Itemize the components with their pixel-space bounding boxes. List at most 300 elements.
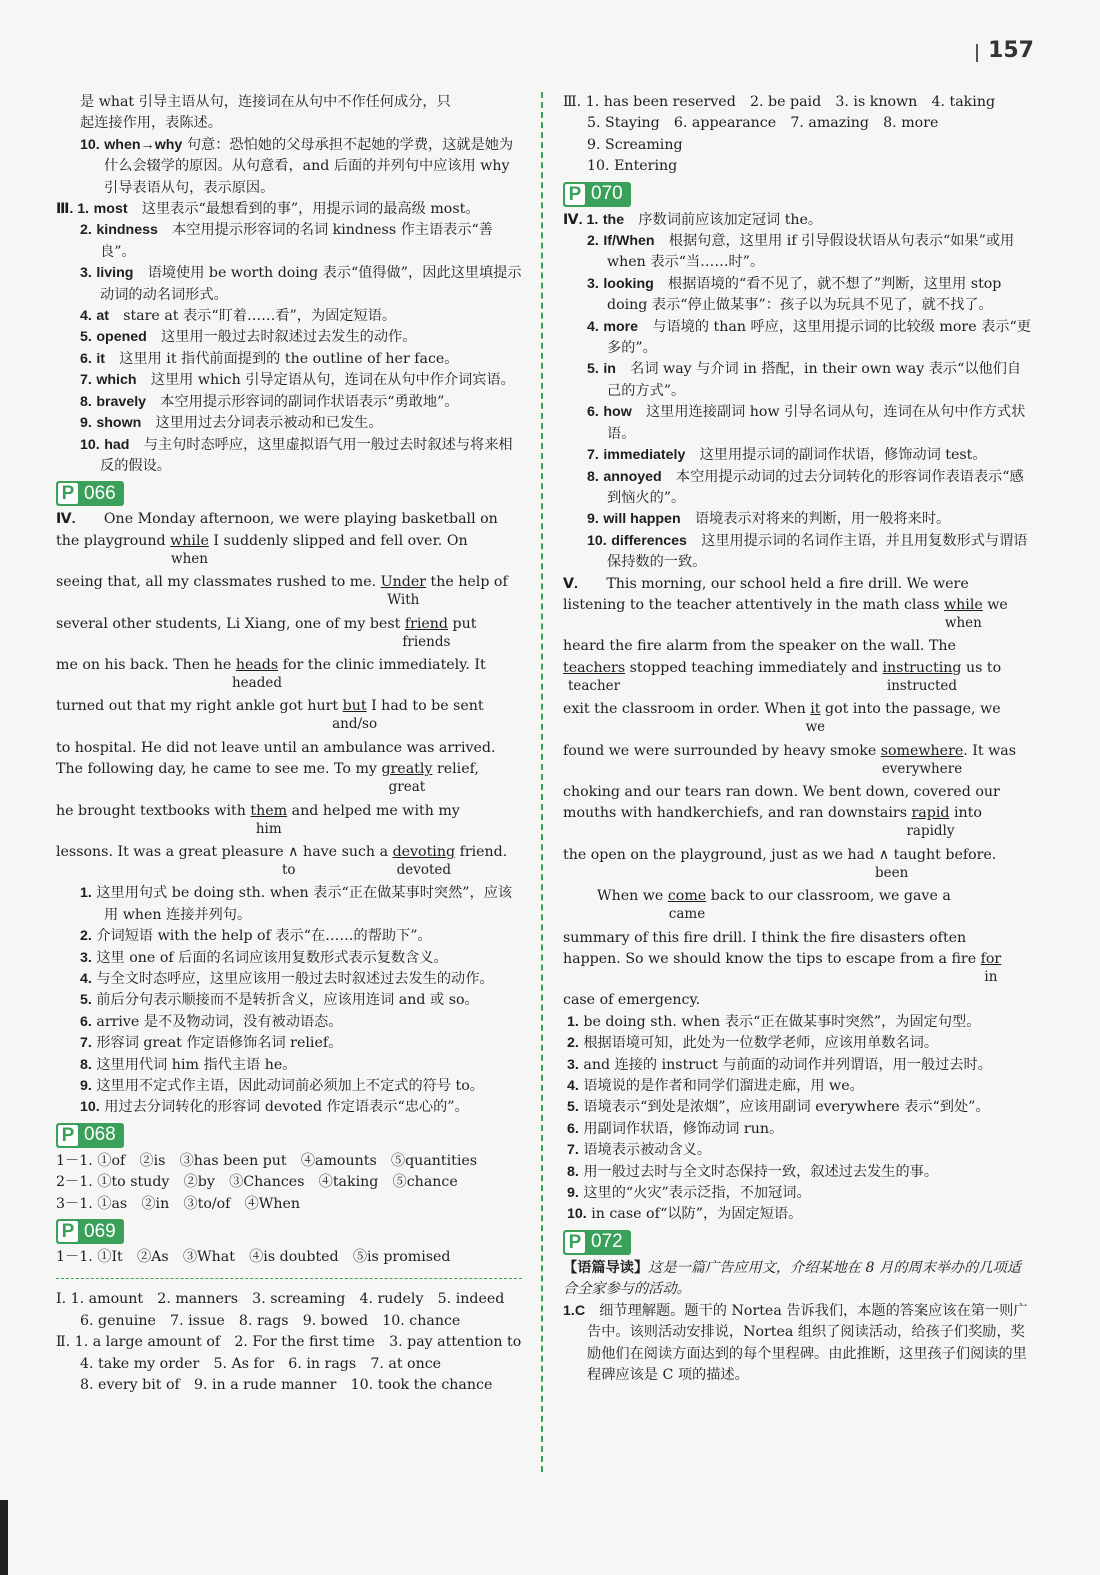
num: 2. xyxy=(80,222,92,239)
text: arrive 是不及物动词，没有被动语态。 xyxy=(96,1013,343,1030)
section-label: Ⅳ. xyxy=(56,511,76,528)
text: he brought textbooks with xyxy=(56,802,246,819)
corrected-word: when xyxy=(944,614,982,631)
section-divider xyxy=(56,1278,522,1279)
num: 7. xyxy=(567,1142,579,1159)
key: had xyxy=(104,436,130,453)
item-key: when→why xyxy=(104,136,183,153)
note xyxy=(563,1055,1035,1076)
sec3-item-3 xyxy=(56,263,522,306)
text: us to xyxy=(965,659,1002,676)
original-word: devoting xyxy=(392,843,456,860)
original-word: friend xyxy=(404,615,449,632)
essay-line xyxy=(563,928,1035,949)
sec3-item-7 xyxy=(56,370,522,391)
page-badge-066 xyxy=(56,481,124,506)
num: 6. xyxy=(567,1120,579,1137)
essay-line xyxy=(563,990,1035,1011)
text: we xyxy=(987,596,1008,613)
num: 9. xyxy=(80,415,92,432)
text: for the clinic immediately. It xyxy=(282,656,486,673)
page-number: 157 xyxy=(988,38,1034,63)
p-icon: P xyxy=(58,1125,78,1146)
num: 7. xyxy=(80,372,92,389)
num: 3. xyxy=(587,275,599,292)
correction xyxy=(402,614,451,650)
corrected-word: great xyxy=(388,779,426,796)
text: 语境说的是作者和同学们溜进走廊，用 we。 xyxy=(583,1078,864,1095)
question-answer: C xyxy=(574,1302,586,1319)
badge-number: 070 xyxy=(591,183,623,205)
sec3-item-10 xyxy=(56,435,522,478)
text: heard the fire alarm from the speaker on the wall. The xyxy=(563,638,956,655)
key: living xyxy=(96,265,134,282)
answers-069: 1－1. ①It ②As ③What ④is doubted ⑤is promised xyxy=(56,1249,451,1266)
sec4-item-6 xyxy=(563,402,1035,445)
text: 介词短语 with the help of 表示“在……的帮助下”。 xyxy=(96,928,432,945)
text: 与主句时态呼应，这里虚拟语气用一般过去时叙述与将来相反的假设。 xyxy=(100,436,513,474)
note xyxy=(56,883,522,926)
item-num: 10. xyxy=(80,136,100,153)
inserted-word: been xyxy=(875,864,909,881)
sec3-item-5 xyxy=(56,327,522,348)
num: 1. xyxy=(80,885,92,902)
p-icon: P xyxy=(58,1221,78,1242)
num: 5. xyxy=(567,1099,579,1116)
original-word: come xyxy=(667,888,707,905)
answers-068-2: 2－1. ①to study ②by ③Chances ④taking ⑤chance xyxy=(56,1174,458,1191)
corrected-word: headed xyxy=(231,674,282,691)
text: put xyxy=(452,615,477,632)
note xyxy=(56,1055,522,1076)
text: choking and our tears ran down. We bent down, covered our xyxy=(563,783,1000,800)
num: 5. xyxy=(80,329,92,346)
original-word: somewhere xyxy=(880,742,964,759)
section-4-answers xyxy=(563,210,1035,574)
guide-label: 【语篇导读】 xyxy=(563,1259,649,1276)
text: 语境表示对将来的判断，用一般将来时。 xyxy=(694,511,951,528)
essay-line xyxy=(56,531,522,572)
num: 10. xyxy=(80,1099,100,1116)
original-word: greatly xyxy=(381,761,433,778)
text: seeing that, all my classmates rushed to me. xyxy=(56,574,377,591)
text: turned out that my right ankle got hurt xyxy=(56,698,339,715)
sec3-item-9 xyxy=(56,413,522,434)
text: 形容词 great 作定语修饰名词 relief。 xyxy=(96,1035,343,1052)
page-number-bar xyxy=(976,44,978,62)
text: When we xyxy=(597,888,664,905)
sec1-line-1: Ⅰ. 1. amount 2. manners 3. screaming 4. rudely 5. indeed xyxy=(56,1291,505,1308)
num: 10. xyxy=(587,532,607,549)
num: 8. xyxy=(567,1163,579,1180)
p-icon: P xyxy=(565,1232,585,1253)
text: 语境表示“到处是浓烟”，应该用副词 everywhere 表示“到处”。 xyxy=(583,1099,990,1116)
text: be doing sth. when 表示“正在做某事时突然”，为固定句型。 xyxy=(583,1013,981,1030)
num: 3. xyxy=(80,265,92,282)
note xyxy=(563,1204,1035,1225)
essay-line xyxy=(56,738,522,759)
text: to hospital. He did not leave until an ambulance was arrived. xyxy=(56,739,496,756)
p-icon: P xyxy=(565,184,585,205)
sec4-item-9 xyxy=(563,509,1035,530)
intro-line-2: 起连接作用，表陈述。 xyxy=(80,115,222,132)
sec3-line-4: 10. Entering xyxy=(587,158,678,175)
text: mouths with handkerchiefs, and ran downstairs xyxy=(563,805,907,822)
essay-line xyxy=(563,658,1035,699)
text: and helped me with my xyxy=(291,802,460,819)
text: 这里用不定式作主语，因此动词前必须加上不定式的符号 to。 xyxy=(96,1078,484,1095)
correction xyxy=(805,699,826,736)
text: The following day, he came to see me. To my xyxy=(56,761,377,778)
note xyxy=(563,1162,1035,1183)
key: differences xyxy=(611,532,687,549)
key: shown xyxy=(96,415,142,432)
key: annoyed xyxy=(603,468,662,485)
essay-line xyxy=(56,801,522,842)
p-icon: P xyxy=(58,483,78,504)
text: 这里用提示词的副词作状语，修饰动词 test。 xyxy=(699,447,987,464)
key: most xyxy=(93,201,128,218)
text: 名词 way 与介词 in 搭配，in their own way 表示“以他们自己的方式”。 xyxy=(607,361,1022,399)
essay-066 xyxy=(56,509,522,883)
key: will happen xyxy=(603,511,681,528)
note xyxy=(563,1076,1035,1097)
num: Ⅳ. 1. xyxy=(563,211,599,228)
note xyxy=(563,1119,1035,1140)
num: 4. xyxy=(587,318,599,335)
num: 2. xyxy=(80,928,92,945)
key: which xyxy=(96,372,137,389)
text: 根据语境可知，此处为一位数学老师，应该用单数名词。 xyxy=(583,1035,939,1052)
original-word: for xyxy=(980,951,1002,967)
text: 根据句意，这里用 if 引导假设状语从句表示“如果”或用 when 表示“当……时”。 xyxy=(607,233,1015,271)
correction xyxy=(980,949,1002,985)
text: This morning, our school held a fire drill. We were xyxy=(606,575,969,592)
text: 这里用过去分词表示被动和已发生。 xyxy=(155,415,383,432)
original-word: but xyxy=(342,698,367,715)
note xyxy=(56,990,522,1011)
num: 7. xyxy=(587,447,599,464)
text: several other students, Li Xiang, one of my best xyxy=(56,615,401,632)
key: how xyxy=(603,404,632,421)
corrected-word: everywhere xyxy=(881,760,963,777)
text: One Monday afternoon, we were playing basketball on xyxy=(103,511,498,528)
sec4-item-10 xyxy=(563,531,1035,574)
corrected-word: instructed xyxy=(886,677,958,694)
num: 4. xyxy=(80,971,92,987)
notes-066 xyxy=(56,883,522,1118)
essay-line xyxy=(563,949,1035,990)
num: 3. xyxy=(567,1056,579,1073)
correction xyxy=(250,801,288,837)
essay-line xyxy=(563,574,1035,595)
text: exit the classroom in order. When xyxy=(563,701,806,718)
page-badge-069 xyxy=(56,1219,124,1244)
sec3-item-1 xyxy=(56,199,522,220)
left-column xyxy=(56,92,522,1397)
text: 语境表示被动含义。 xyxy=(583,1142,712,1159)
page-badge-068 xyxy=(56,1123,124,1148)
correction xyxy=(332,696,378,733)
essay-line xyxy=(563,741,1035,782)
sec2-line-1: Ⅱ. 1. a large amount of 2. For the first time 3. pay attention to xyxy=(56,1334,522,1351)
num: 10. xyxy=(567,1206,587,1223)
correction xyxy=(906,803,955,840)
essay-line xyxy=(56,759,522,800)
note xyxy=(563,1033,1035,1054)
num: 6. xyxy=(80,350,92,367)
note xyxy=(56,1033,522,1054)
text: 这里的“火灾”表示泛指，不加冠词。 xyxy=(583,1185,811,1202)
corrected-word: With xyxy=(387,592,420,609)
sec4-item-7 xyxy=(563,445,1035,466)
correction xyxy=(882,658,962,694)
text: back to our classroom, we gave a xyxy=(710,888,951,905)
essay-line xyxy=(563,636,1035,657)
original-word: while xyxy=(170,532,209,549)
corrected-word: him xyxy=(255,820,282,837)
text: relief, xyxy=(436,761,479,778)
text: 这里用一般过去时叙述过去发生的动作。 xyxy=(161,329,417,346)
text: 序数词前应该加定冠词 the。 xyxy=(638,211,823,228)
num: 7. xyxy=(80,1035,92,1052)
text: 本空用提示形容词的名词 kindness 作主语表示“善良”。 xyxy=(100,222,493,260)
text: 与全文时态呼应，这里应该用一般过去时叙述过去发生的动作。 xyxy=(96,971,494,987)
section-3-answers xyxy=(56,199,522,477)
text: the help of xyxy=(430,574,508,591)
key: immediately xyxy=(603,447,686,464)
text: and 连接的 instruct 与前面的动词作并列谓语，用一般过去时。 xyxy=(583,1056,992,1073)
num: 8. xyxy=(80,393,92,410)
note xyxy=(563,1183,1035,1204)
essay-line xyxy=(563,699,1035,740)
num: 1. xyxy=(567,1013,579,1030)
scan-edge xyxy=(0,1500,8,1575)
sec4-item-4 xyxy=(563,317,1035,360)
text: got into the passage, we xyxy=(825,701,1001,718)
page-badge-070 xyxy=(563,182,631,207)
text: 本空用提示形容词的副词作状语表示“勇敢地”。 xyxy=(160,393,459,410)
badge-number: 068 xyxy=(84,1124,116,1146)
sec3-item-8 xyxy=(56,392,522,413)
right-column xyxy=(563,92,1035,1386)
note xyxy=(563,1140,1035,1161)
text: 这里表示“最想看到的事”，用提示词的最高级 most。 xyxy=(141,201,480,218)
num: Ⅲ. 1. xyxy=(56,201,90,218)
text: the playground xyxy=(56,532,166,549)
item-10 xyxy=(56,135,522,199)
correction xyxy=(381,759,433,796)
text: 语境使用 be worth doing 表示“值得做”，因此这里填提示动词的动名词形式。 xyxy=(100,265,522,303)
text: 用一般过去时与全文时态保持一致，叙述过去发生的事。 xyxy=(583,1163,939,1180)
essay-line xyxy=(563,845,1035,886)
note xyxy=(56,1076,522,1097)
text: I had to be sent xyxy=(371,698,484,715)
num: 2. xyxy=(567,1035,579,1052)
num: 9. xyxy=(587,511,599,528)
text: case of emergency. xyxy=(563,992,701,1009)
essay-line xyxy=(563,595,1035,636)
text: stare at 表示“盯着……看”，为固定短语。 xyxy=(123,308,397,325)
sec2-line-3: 8. every bit of 9. in a rude manner 10. took the chance xyxy=(80,1377,493,1394)
correction xyxy=(231,655,282,691)
text: 这里用连接副词 how 引导名词从句，连词在从句中作方式状语。 xyxy=(607,404,1026,442)
key: If/When xyxy=(603,233,655,250)
badge-number: 066 xyxy=(84,482,116,504)
num: 5. xyxy=(587,361,599,378)
key: bravely xyxy=(96,393,147,410)
reading-guide xyxy=(563,1258,1035,1301)
question-1 xyxy=(563,1301,1035,1387)
correction xyxy=(392,842,456,878)
num: 8. xyxy=(80,1056,92,1073)
essay-line xyxy=(56,509,522,530)
num: 4. xyxy=(80,308,92,325)
essay-line xyxy=(563,803,1035,844)
text: lessons. It was a great pleasure ∧ have such a xyxy=(56,843,389,860)
original-word: it xyxy=(810,701,821,718)
sec3-line-1: Ⅲ. 1. has been reserved 2. be paid 3. is known 4. taking xyxy=(563,94,996,110)
sec2-line-2: 4. take my order 5. As for 6. in rags 7. at once xyxy=(80,1355,442,1372)
answers-068-1: 1－1. ①of ②is ③has been put ④amounts ⑤quantities xyxy=(56,1152,478,1169)
corrected-word: teacher xyxy=(567,677,621,694)
num: 4. xyxy=(567,1078,579,1095)
original-word: while xyxy=(944,596,983,613)
badge-number: 072 xyxy=(591,1231,623,1253)
question-explanation: 细节理解题。题干的 Nortea 告诉我们，本题的答案应该在第一则广告中。该则活动安排说，Nortea 组织了阅读活动，给孩子们奖励，奖励他们在阅读方面达到的每个里程碑。由此推断，这里孩子们阅读的里程碑应该是 C 项的描述。 xyxy=(587,1302,1028,1383)
key: opened xyxy=(96,329,147,346)
num: 5. xyxy=(80,992,92,1009)
correction xyxy=(944,595,983,631)
item-text: 句意：恐怕她的父母承担不起她的学费，这就是她为什么会辍学的原因。从句意看，and 后面的并列句中应该用 why 引导表语从句，表示原因。 xyxy=(104,136,514,196)
sec4-item-5 xyxy=(563,359,1035,402)
essay-5 xyxy=(563,574,1035,1012)
original-word: heads xyxy=(235,656,279,673)
notes-5 xyxy=(563,1012,1035,1226)
corrected-word: in xyxy=(984,969,998,985)
text: 这里用提示词的名词作主语，并且用复数形式与谓语保持数的一致。 xyxy=(607,532,1028,571)
original-word: instructing xyxy=(882,659,962,676)
original-word: Under xyxy=(380,574,426,591)
correction xyxy=(170,531,209,567)
badge-number: 069 xyxy=(84,1220,116,1242)
text: 用过去分词转化的形容词 devoted 作定语表示“忠心的”。 xyxy=(104,1099,469,1116)
essay-line xyxy=(56,655,522,696)
essay-line xyxy=(563,782,1035,803)
text: found we were surrounded by heavy smoke xyxy=(563,742,877,759)
note xyxy=(56,1012,522,1033)
correction xyxy=(380,572,426,609)
key: looking xyxy=(603,275,654,292)
num: 9. xyxy=(567,1185,579,1202)
essay-line xyxy=(56,614,522,655)
corrected-word: rapidly xyxy=(906,823,955,840)
original-word: them xyxy=(250,802,288,819)
essay-line xyxy=(56,696,522,737)
text: 用副词作状语，修饰动词 run。 xyxy=(583,1120,784,1137)
original-word: rapid xyxy=(911,805,950,822)
note xyxy=(56,1097,522,1118)
text: 这里 one of 后面的名词应该用复数形式表示复数含义。 xyxy=(96,949,448,966)
num: 9. xyxy=(80,1078,92,1095)
text: . It was xyxy=(963,742,1016,759)
essay-line xyxy=(56,842,522,883)
text: friend. xyxy=(459,843,508,860)
intro-line-1: 是 what 引导主语从句，连接词在从句中不作任何成分，只 xyxy=(80,94,451,110)
text: summary of this fire drill. I think the fire disasters often xyxy=(563,929,967,946)
note xyxy=(563,1097,1035,1118)
correction xyxy=(563,658,626,694)
key: the xyxy=(602,211,625,228)
guide-text: 这是一篇广告应用文，介绍某地在 8 月的周末举办的几项适合全家参与的活动。 xyxy=(563,1259,1021,1298)
note xyxy=(563,1012,1035,1033)
answers-068-3: 3－1. ①as ②in ③to/of ④When xyxy=(56,1195,301,1212)
sec4-item-1 xyxy=(563,210,1035,231)
sec4-item-2 xyxy=(563,231,1035,274)
correction xyxy=(880,741,964,777)
sec1-line-2: 6. genuine 7. issue 8. rags 9. bowed 10. chance xyxy=(80,1312,461,1329)
essay-line xyxy=(563,886,1035,927)
question-num: 1. xyxy=(563,1302,575,1319)
text: 这里用 which 引导定语从句，连词在从句中作介词宾语。 xyxy=(150,372,515,389)
key: kindness xyxy=(96,222,158,239)
text: the open on the playground, just as we had ∧ taught before. xyxy=(563,846,997,863)
text: 这里用 it 指代前面提到的 the outline of her face。 xyxy=(119,350,459,367)
corrected-word: friends xyxy=(402,633,451,650)
text: 与语境的 than 呼应，这里用提示词的比较级 more 表示“更多的”。 xyxy=(607,318,1031,357)
correction xyxy=(667,886,707,923)
sec3-item-2 xyxy=(56,220,522,263)
key: in xyxy=(603,361,616,378)
num: 10. xyxy=(80,436,100,453)
sec4-item-8 xyxy=(563,467,1035,510)
text: in case of“以防”，为固定短语。 xyxy=(591,1206,803,1223)
text: 前后分句表示顺接而不是转折含义，应该用连词 and 或 so。 xyxy=(96,992,479,1009)
inserted-word: to xyxy=(282,861,296,878)
corrected-word: came xyxy=(668,906,706,923)
text: 这里用句式 be doing sth. when 表示“正在做某事时突然”，应该用 when 连接并列句。 xyxy=(96,885,513,923)
num: 8. xyxy=(587,468,599,485)
sec3-line-3: 9. Screaming xyxy=(587,136,683,153)
key: at xyxy=(96,308,109,325)
note xyxy=(56,948,522,969)
num: 2. xyxy=(587,233,599,250)
num: 6. xyxy=(80,1013,92,1030)
text: 根据语境的“看不见了，就不想了”判断，这里用 stop doing 表示“停止做某事”：孩子以为玩具不见了，就不找了。 xyxy=(607,275,1002,314)
text: listening to the teacher attentively in the math class xyxy=(563,596,940,613)
key: more xyxy=(603,318,639,335)
text: me on his back. Then he xyxy=(56,656,232,673)
corrected-word: devoted xyxy=(396,861,452,878)
sec3-item-6 xyxy=(56,349,522,370)
text: 本空用提示动词的过去分词转化的形容词作表语表示“感到恼火的”。 xyxy=(607,468,1024,506)
num: 3. xyxy=(80,949,92,966)
text: I suddenly slipped and fell over. On xyxy=(213,532,468,549)
key: it xyxy=(96,350,106,367)
column-divider xyxy=(541,92,543,1472)
essay-line xyxy=(56,572,522,613)
sec3-item-4 xyxy=(56,306,522,327)
section-label: Ⅴ. xyxy=(563,575,578,592)
original-word: teachers xyxy=(563,659,626,676)
note xyxy=(56,926,522,947)
page-badge-072 xyxy=(563,1230,631,1255)
sec4-item-3 xyxy=(563,274,1035,317)
text: happen. So we should know the tips to escape from a fire xyxy=(563,951,977,967)
text: stopped teaching immediately and xyxy=(629,659,878,676)
note xyxy=(56,969,522,990)
text: 这里用代词 him 指代主语 he。 xyxy=(96,1056,297,1073)
